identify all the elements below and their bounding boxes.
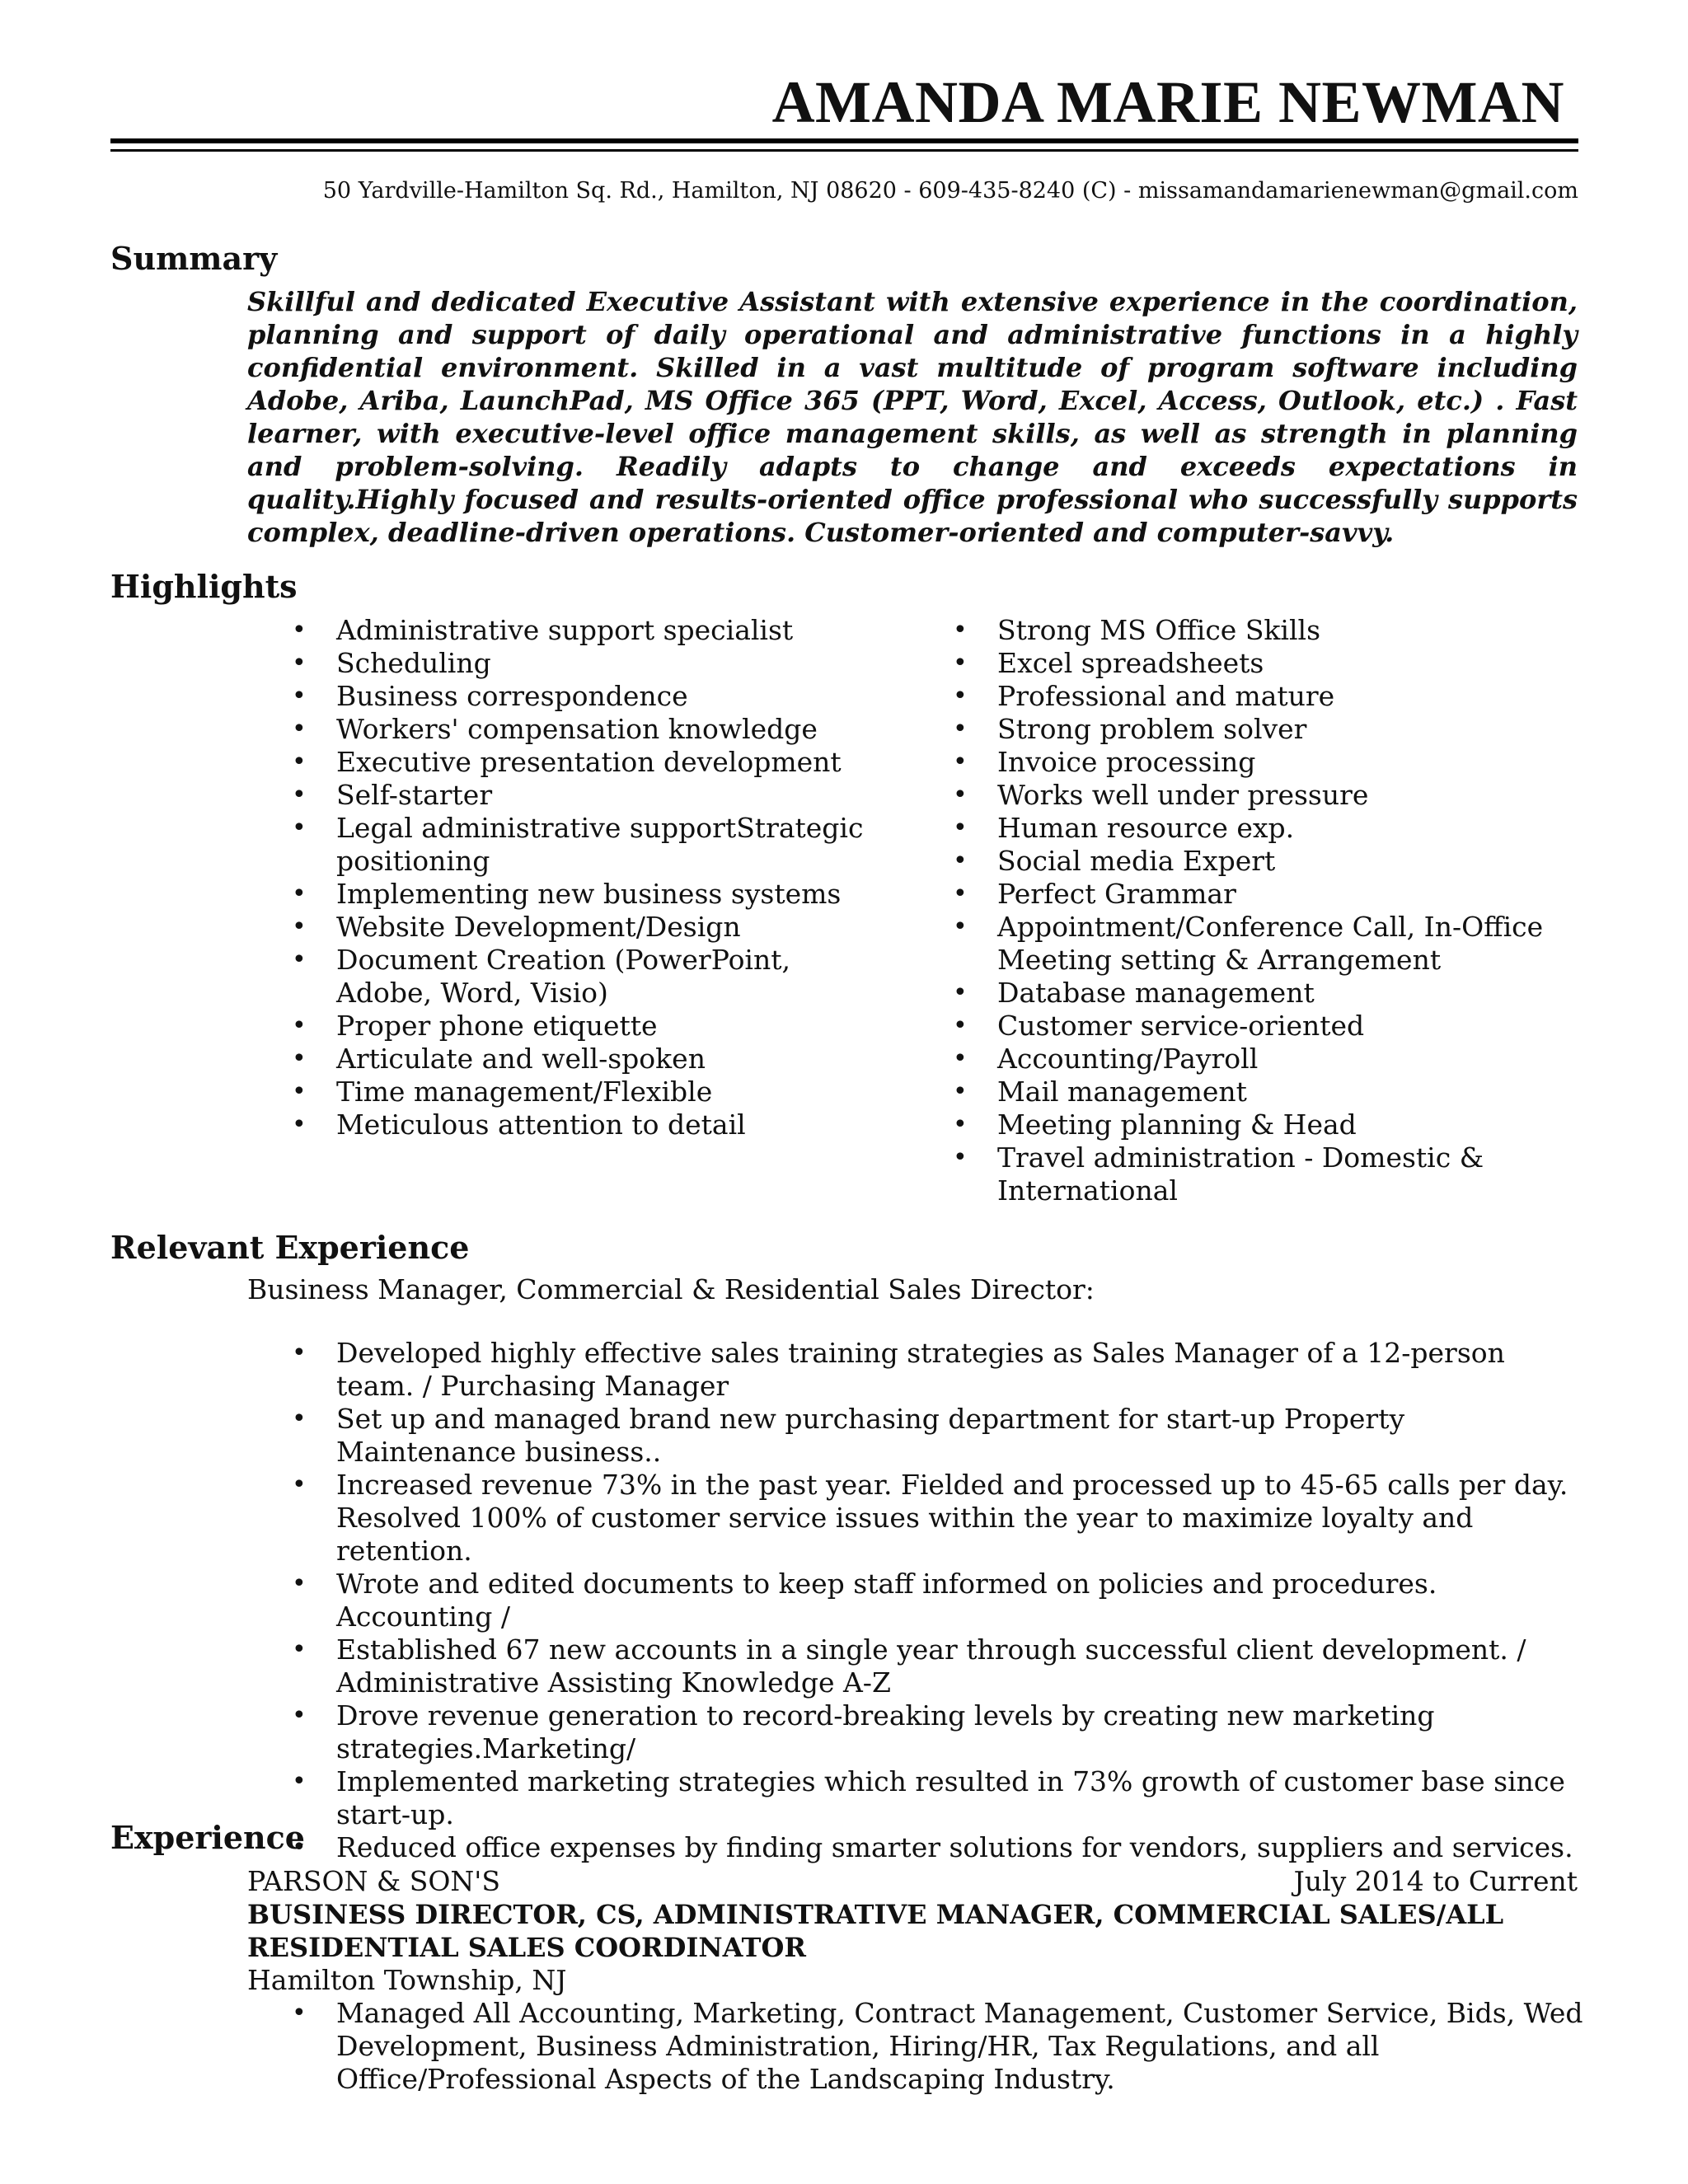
list-item: • Strong problem solver <box>910 713 1594 746</box>
relevant-role-title: Business Manager, Commercial & Residential Sales Director: <box>247 1273 1095 1305</box>
job-title: BUSINESS DIRECTOR, CS, ADMINISTRATIVE MANAGER, COMMERCIAL SALES/ALL RESIDENTIAL SALES COORDINATOR <box>247 1899 1504 1963</box>
list-item: • Mail management <box>910 1076 1594 1108</box>
list-item: • Accounting/Payroll <box>910 1043 1594 1076</box>
list-item: • Self-starter <box>249 779 875 812</box>
list-item: • Administrative support specialist <box>249 614 875 647</box>
list-item: • Travel administration - Domestic & International <box>910 1141 1594 1207</box>
list-item: • Perfect Grammar <box>910 878 1594 911</box>
header-divider-thick <box>110 138 1578 143</box>
list-item: • Drove revenue generation to record-breaking levels by creating new marketing strategies.Marketing/ <box>249 1699 1588 1765</box>
contact-line: 50 Yardville-Hamilton Sq. Rd., Hamilton, NJ 08620 - 609-435-8240 (C) - missamandamarienewman@gmail.com <box>322 178 1578 204</box>
list-item: • Implementing new business systems <box>249 878 875 911</box>
list-item: • Document Creation (PowerPoint, Adobe, Word, Visio) <box>249 944 875 1010</box>
relevant-experience-list <box>249 1337 1588 1864</box>
list-item: • Scheduling <box>249 647 875 680</box>
summary-heading: Summary <box>110 240 278 277</box>
list-item: • Set up and managed brand new purchasing department for start-up Property Maintenance business.. <box>249 1403 1588 1469</box>
list-item: • Established 67 new accounts in a single year through successful client development. / Administrative Assisting Knowledge A-Z <box>249 1633 1588 1699</box>
list-item: • Developed highly effective sales training strategies as Sales Manager of a 12-person team. / Purchasing Manager <box>249 1337 1588 1403</box>
list-item: • Increased revenue 73% in the past year. Fielded and processed up to 45-65 calls per day. Resolved 100% of customer service issues within the year to maximize loyalty and retention. <box>249 1469 1588 1568</box>
list-item: • Social media Expert <box>910 845 1594 878</box>
list-item: • Meeting planning & Head <box>910 1108 1594 1141</box>
job-dates: July 2014 to Current <box>1293 1865 1578 1897</box>
list-item: • Workers' compensation knowledge <box>249 713 875 746</box>
header-divider-thin <box>110 149 1578 152</box>
list-item: • Proper phone etiquette <box>249 1010 875 1043</box>
list-item: • Implemented marketing strategies which resulted in 73% growth of customer base since start-up. <box>249 1765 1588 1831</box>
list-item: • Website Development/Design <box>249 911 875 944</box>
relevant-experience-heading: Relevant Experience <box>110 1229 470 1266</box>
list-item: • Appointment/Conference Call, In-Office Meeting setting & Arrangement <box>910 911 1594 977</box>
list-item: • Works well under pressure <box>910 779 1594 812</box>
list-item: • Executive presentation development <box>249 746 875 779</box>
experience-heading: Experience <box>110 1819 305 1856</box>
list-item: • Database management <box>910 977 1594 1010</box>
list-item: • Time management/Flexible <box>249 1076 875 1108</box>
list-item: • Business correspondence <box>249 680 875 713</box>
list-item: • Customer service-oriented <box>910 1010 1594 1043</box>
list-item: • Meticulous attention to detail <box>249 1108 875 1141</box>
summary-text: Skillful and dedicated Executive Assistant with extensive experience in the coordination, planning and support of daily operational and administrative functions in a highly confidential environment. Skilled in a vast multitude of program software including Adobe, Ariba, LaunchPad, MS Office 365 (PPT, Word, Excel, Access, Outlook, etc.) . Fast learner, with executive-level office management skills, as well as strength in planning and problem-solving. Readily adapts to change and exceeds expectations in quality.Highly focused and results-oriented office professional who successfully supports complex, deadline-driven operations. Customer-oriented and computer-savvy. <box>247 286 1578 548</box>
list-item: • Professional and mature <box>910 680 1594 713</box>
highlights-right-list <box>910 614 1594 1207</box>
list-item: • Human resource exp. <box>910 812 1594 845</box>
highlights-heading: Highlights <box>110 568 298 605</box>
candidate-name: AMANDA MARIE NEWMAN <box>771 69 1564 135</box>
list-item: • Articulate and well-spoken <box>249 1043 875 1076</box>
list-item: • Excel spreadsheets <box>910 647 1594 680</box>
list-item: • Wrote and edited documents to keep staff informed on policies and procedures. Accounting / <box>249 1568 1588 1633</box>
job-company: PARSON & SON'S <box>247 1865 500 1897</box>
list-item: • Managed All Accounting, Marketing, Contract Management, Customer Service, Bids, Wed Development, Business Administration, Hiring/HR, Tax Regulations, and all Office/Professional Aspects of the Landscaping Industry. <box>249 1997 1588 2096</box>
list-item: • Reduced office expenses by finding smarter solutions for vendors, suppliers and services. <box>249 1831 1588 1864</box>
job-bullet-list <box>249 1997 1588 2096</box>
list-item: • Strong MS Office Skills <box>910 614 1594 647</box>
list-item: • Legal administrative supportStrategic positioning <box>249 812 875 878</box>
highlights-left-list <box>249 614 875 1141</box>
list-item: • Invoice processing <box>910 746 1594 779</box>
job-location: Hamilton Township, NJ <box>247 1964 567 1996</box>
